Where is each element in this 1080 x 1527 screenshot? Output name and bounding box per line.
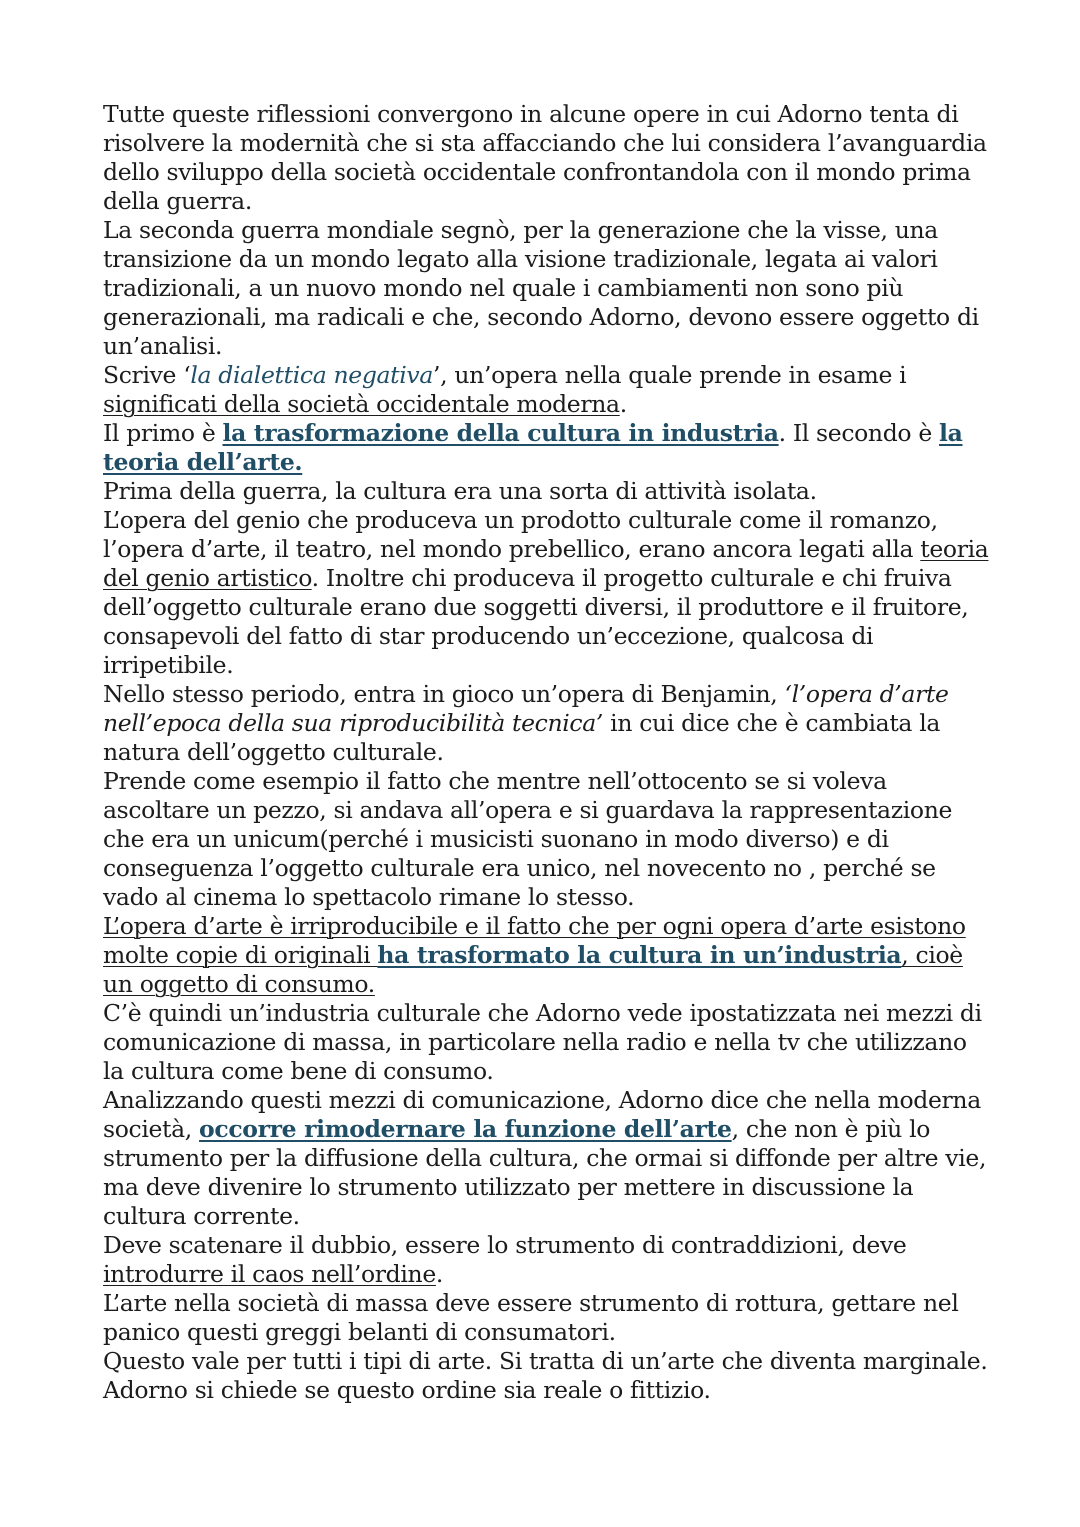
paragraph-industria-culturale: C’è quindi un’industria culturale che Adorno vede ipostatizzata nei mezzi di comunicazione di massa, in particolare nella radio e nella tv che utilizzano la cultura come bene di consumo.: [103, 999, 982, 1085]
text: in cui dice che è cambiata la natura dell’oggetto culturale.: [103, 709, 941, 766]
text: .: [435, 1260, 444, 1288]
paragraph-irriproducibile: [103, 912, 993, 999]
text: Nello stesso periodo, entra in gioco un’opera di Benjamin,: [103, 680, 785, 708]
text: .: [619, 390, 627, 418]
document-page: [103, 100, 993, 1405]
text: Analizzando questi mezzi di comunicazione, Adorno dice che nella moderna società,: [103, 1086, 981, 1143]
text: . Il secondo è: [778, 419, 940, 447]
text: Il primo è: [103, 419, 223, 447]
book-title: ‘l’opera d’arte nell’epoca della sua riproducibilità tecnica’: [103, 680, 949, 737]
paragraph-dialettica: [103, 361, 993, 419]
paragraph-genio: [103, 506, 993, 680]
paragraph-dubbio: [103, 1231, 993, 1289]
paragraph-example: Prende come esempio il fatto che mentre nell’ottocento se si voleva ascoltare un pezzo, si andava all’opera e si guardava la rappresentazione che era un unicum(perché i musicisti suonano in modo diverso) e di conseguenza l’oggetto culturale era unico, nel novecento no , perché se vado al cinema lo spettacolo rimane lo stesso.: [103, 767, 953, 911]
paragraph-rottura: L’arte nella società di massa deve essere strumento di rottura, gettare nel panico questi greggi belanti di consumatori.: [103, 1289, 959, 1346]
text: L’opera d’arte è irriproducibile e il fatto che per ogni opera d’arte esistono molte copie di originali: [103, 912, 966, 969]
text: ’, un’opera nella quale prende in esame i: [433, 361, 907, 389]
paragraph-benjamin: [103, 680, 993, 767]
highlight-teoria-arte: la teoria dell’arte.: [103, 419, 963, 476]
book-title: la dialettica negativa: [190, 361, 434, 389]
text: , che non è più lo strumento per la diffusione della cultura, che ormai si diffonde per altre vie, ma deve divenire lo strumento utilizzato per mettere in discussione la cultura corrente.: [103, 1115, 987, 1230]
text: Scrive ‘: [103, 361, 191, 389]
underlined-text: significati della società occidentale moderna: [103, 390, 620, 418]
text: , cioè un oggetto di consumo.: [103, 941, 963, 998]
paragraph-themes: [103, 419, 993, 477]
highlight-industria: la trasformazione della cultura in industria: [222, 419, 779, 447]
paragraph-funzione-arte: [103, 1086, 993, 1231]
underlined-text: introdurre il caos nell’ordine: [103, 1260, 436, 1288]
text: Deve scatenare il dubbio, essere lo strumento di contraddizioni, deve: [103, 1231, 907, 1259]
highlight-industria-consumo: ha trasformato la cultura in un’industria: [377, 941, 902, 969]
paragraph-ordine: Adorno si chiede se questo ordine sia reale o fittizio.: [103, 1376, 711, 1404]
paragraph-second-war: La seconda guerra mondiale segnò, per la generazione che la visse, una transizione da un mondo legato alla visione tradizionale, legata ai valori tradizionali, a un nuovo mondo nel quale i cambiamenti non sono più generazionali, ma radicali e che, secondo Adorno, devono essere oggetto di un’analisi.: [103, 216, 979, 360]
paragraph-intro: Tutte queste riflessioni convergono in alcune opere in cui Adorno tenta di risolvere la modernità che si sta affacciando che lui considera l’avanguardia dello sviluppo della società occidentale confrontandola con il mondo prima della guerra.: [103, 100, 987, 215]
highlight-funzione-arte: occorre rimodernare la funzione dell’arte: [199, 1115, 732, 1143]
underlined-text: teoria del genio artistico: [103, 535, 989, 592]
text: L’opera del genio che produceva un prodotto culturale come il romanzo, l’opera d’arte, il teatro, nel mondo prebellico, erano ancora legati alla: [103, 506, 938, 563]
paragraph-before-war: Prima della guerra, la cultura era una sorta di attività isolata.: [103, 477, 817, 505]
text: . Inoltre chi produceva il progetto culturale e chi fruiva dell’oggetto culturale erano due soggetti diversi, il produttore e il fruitore, consapevoli del fatto di star producendo un’eccezione, qualcosa di irripetibile.: [103, 564, 969, 679]
paragraph-marginale: Questo vale per tutti i tipi di arte. Si tratta di un’arte che diventa marginale.: [103, 1347, 988, 1375]
